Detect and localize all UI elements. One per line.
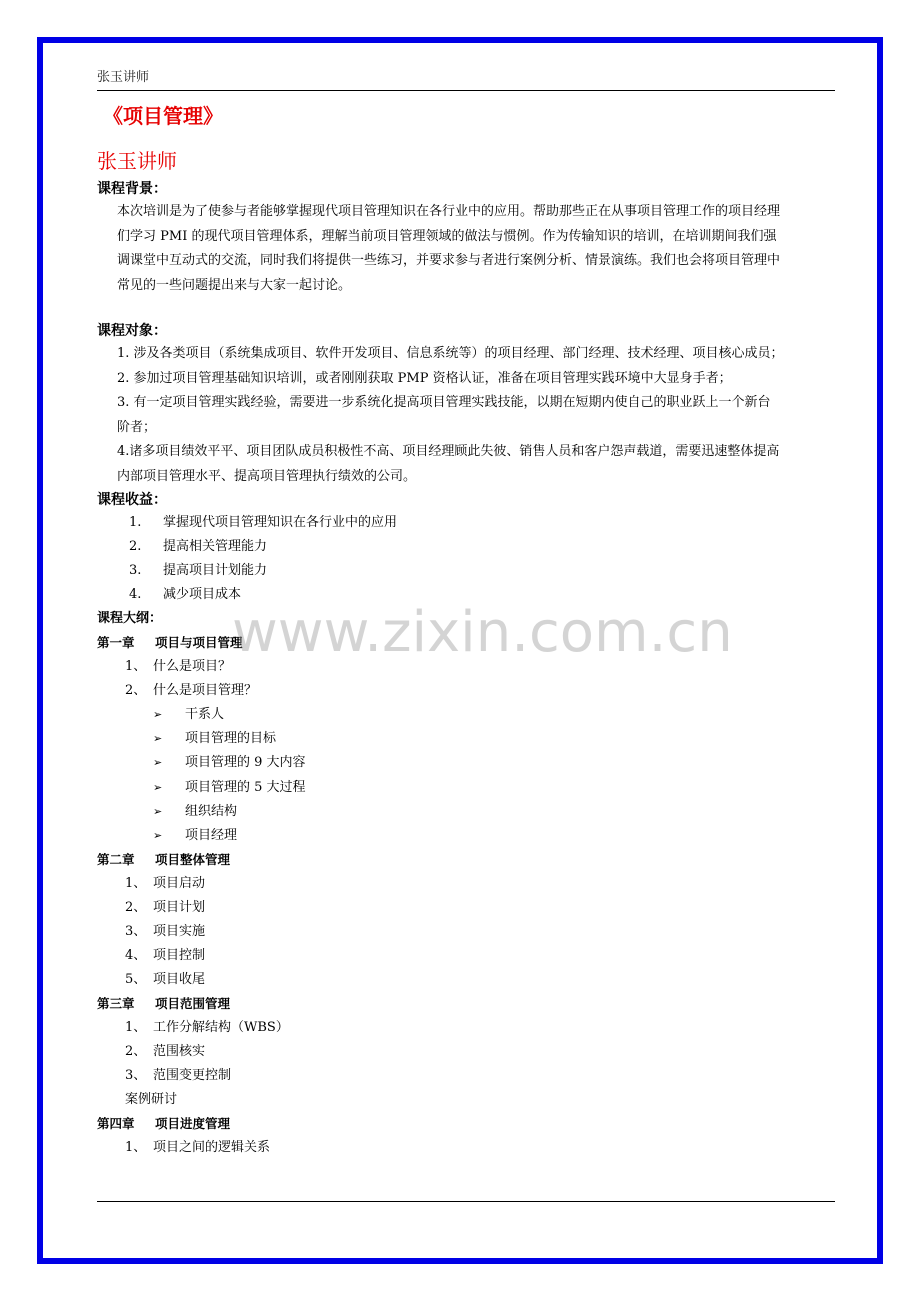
chapter-4-heading: 第四章 项目进度管理 bbox=[97, 1116, 231, 1132]
list-item: 2、 范围核实 bbox=[125, 1044, 206, 1060]
audience-list bbox=[97, 342, 837, 489]
footer-rule bbox=[97, 1201, 835, 1202]
bullet-item: ➢ 项目管理的 5 大过程 bbox=[97, 776, 837, 800]
course-title: 《项目管理》 bbox=[103, 104, 223, 128]
arrowhead-bullet-icon: ➢ bbox=[153, 732, 163, 746]
list-item: 2、 什么是项目管理？ bbox=[125, 683, 258, 698]
bullet-item: ➢ 项目管理的 9 大内容 bbox=[97, 751, 837, 775]
page-header: 张玉讲师 bbox=[97, 70, 150, 85]
list-item: 3、 范围变更控制 bbox=[125, 1068, 232, 1084]
list-item: 1. 掌握现代项目管理知识在各行业中的应用 bbox=[129, 515, 398, 530]
list-item: 1、 什么是项目？ bbox=[125, 659, 232, 674]
chapter-3-heading: 第三章 项目范围管理 bbox=[97, 996, 231, 1012]
outline-heading: 课程大纲： bbox=[97, 611, 163, 626]
audience-line: 4.诸多项目绩效平平、项目团队成员积极性不高、项目经理顾此失彼、销售人员和客户怨声载道，需要迅速整体提高 bbox=[117, 444, 780, 459]
arrowhead-bullet-icon: ➢ bbox=[153, 756, 163, 770]
document-body bbox=[97, 100, 837, 1160]
audience-line: 1. 涉及各类项目（系统集成项目、软件开发项目、信息系统等）的项目经理、部门经理、技术经理、项目核心成员； bbox=[117, 346, 784, 361]
benefits-list bbox=[97, 511, 837, 607]
list-item: 2、 项目计划 bbox=[125, 900, 206, 916]
bullet-item: ➢ 组织结构 bbox=[97, 800, 837, 824]
audience-line: 阶者； bbox=[117, 419, 157, 435]
chapter-1-heading: 第一章 项目与项目管理 bbox=[97, 635, 243, 650]
case-study-line: 案例研讨 bbox=[125, 1092, 178, 1108]
background-line: 调课堂中互动式的交流，同时我们将提供一些练习，并要求参与者进行案例分析、情景演练。我们也会将项目管理中 bbox=[117, 253, 781, 268]
list-item: 4. 减少项目成本 bbox=[129, 587, 242, 602]
list-item: 3. 提高项目计划能力 bbox=[129, 563, 268, 578]
background-line: 本次培训是为了使参与者能够掌握现代项目管理知识在各行业中的应用。帮助那些正在从事项目管理工作的项目经理 bbox=[117, 204, 781, 219]
list-item: 1、 工作分解结构（WBS） bbox=[125, 1020, 289, 1036]
bullet-item: ➢ 项目管理的目标 bbox=[97, 727, 837, 751]
background-heading: 课程背景： bbox=[97, 181, 167, 197]
list-item: 1、 项目之间的逻辑关系 bbox=[125, 1140, 271, 1156]
watermark: www.zixin.com.cn bbox=[232, 600, 733, 665]
audience-line: 3. 有一定项目管理实践经验，需要进一步系统化提高项目管理实践技能，以期在短期内使自己的职业跃上一个新台 bbox=[117, 395, 771, 410]
list-item: 2. 提高相关管理能力 bbox=[129, 539, 268, 554]
list-item: 4、 项目控制 bbox=[125, 948, 206, 964]
benefits-heading: 课程收益： bbox=[97, 492, 167, 508]
bullet-item: ➢ 项目经理 bbox=[97, 824, 837, 848]
lecturer-name: 张玉讲师 bbox=[97, 149, 177, 173]
arrowhead-bullet-icon: ➢ bbox=[153, 829, 163, 843]
bullet-item: ➢ 干系人 bbox=[97, 703, 837, 727]
arrowhead-bullet-icon: ➢ bbox=[153, 804, 163, 818]
header-rule bbox=[97, 90, 835, 91]
list-item: 1、 项目启动 bbox=[125, 876, 206, 892]
audience-line: 2. 参加过项目管理基础知识培训，或者刚刚获取 PMP 资格认证，准备在项目管理实践环境中大显身手者； bbox=[117, 370, 732, 386]
background-paragraph bbox=[97, 200, 837, 298]
arrowhead-bullet-icon: ➢ bbox=[153, 780, 163, 794]
arrowhead-bullet-icon: ➢ bbox=[153, 708, 163, 721]
background-line: 常见的一些问题提出来与大家一起讨论。 bbox=[117, 277, 352, 293]
background-line: 们学习 PMI 的现代项目管理体系，理解当前项目管理领域的做法与惯例。作为传输知识的培训，在培训期间我们强 bbox=[117, 228, 777, 244]
list-item: 5、 项目收尾 bbox=[125, 972, 206, 988]
audience-heading: 课程对象： bbox=[97, 323, 167, 339]
audience-line: 内部项目管理水平、提高项目管理执行绩效的公司。 bbox=[117, 468, 417, 484]
list-item: 3、 项目实施 bbox=[125, 924, 206, 940]
chapter-2-heading: 第二章 项目整体管理 bbox=[97, 852, 231, 868]
